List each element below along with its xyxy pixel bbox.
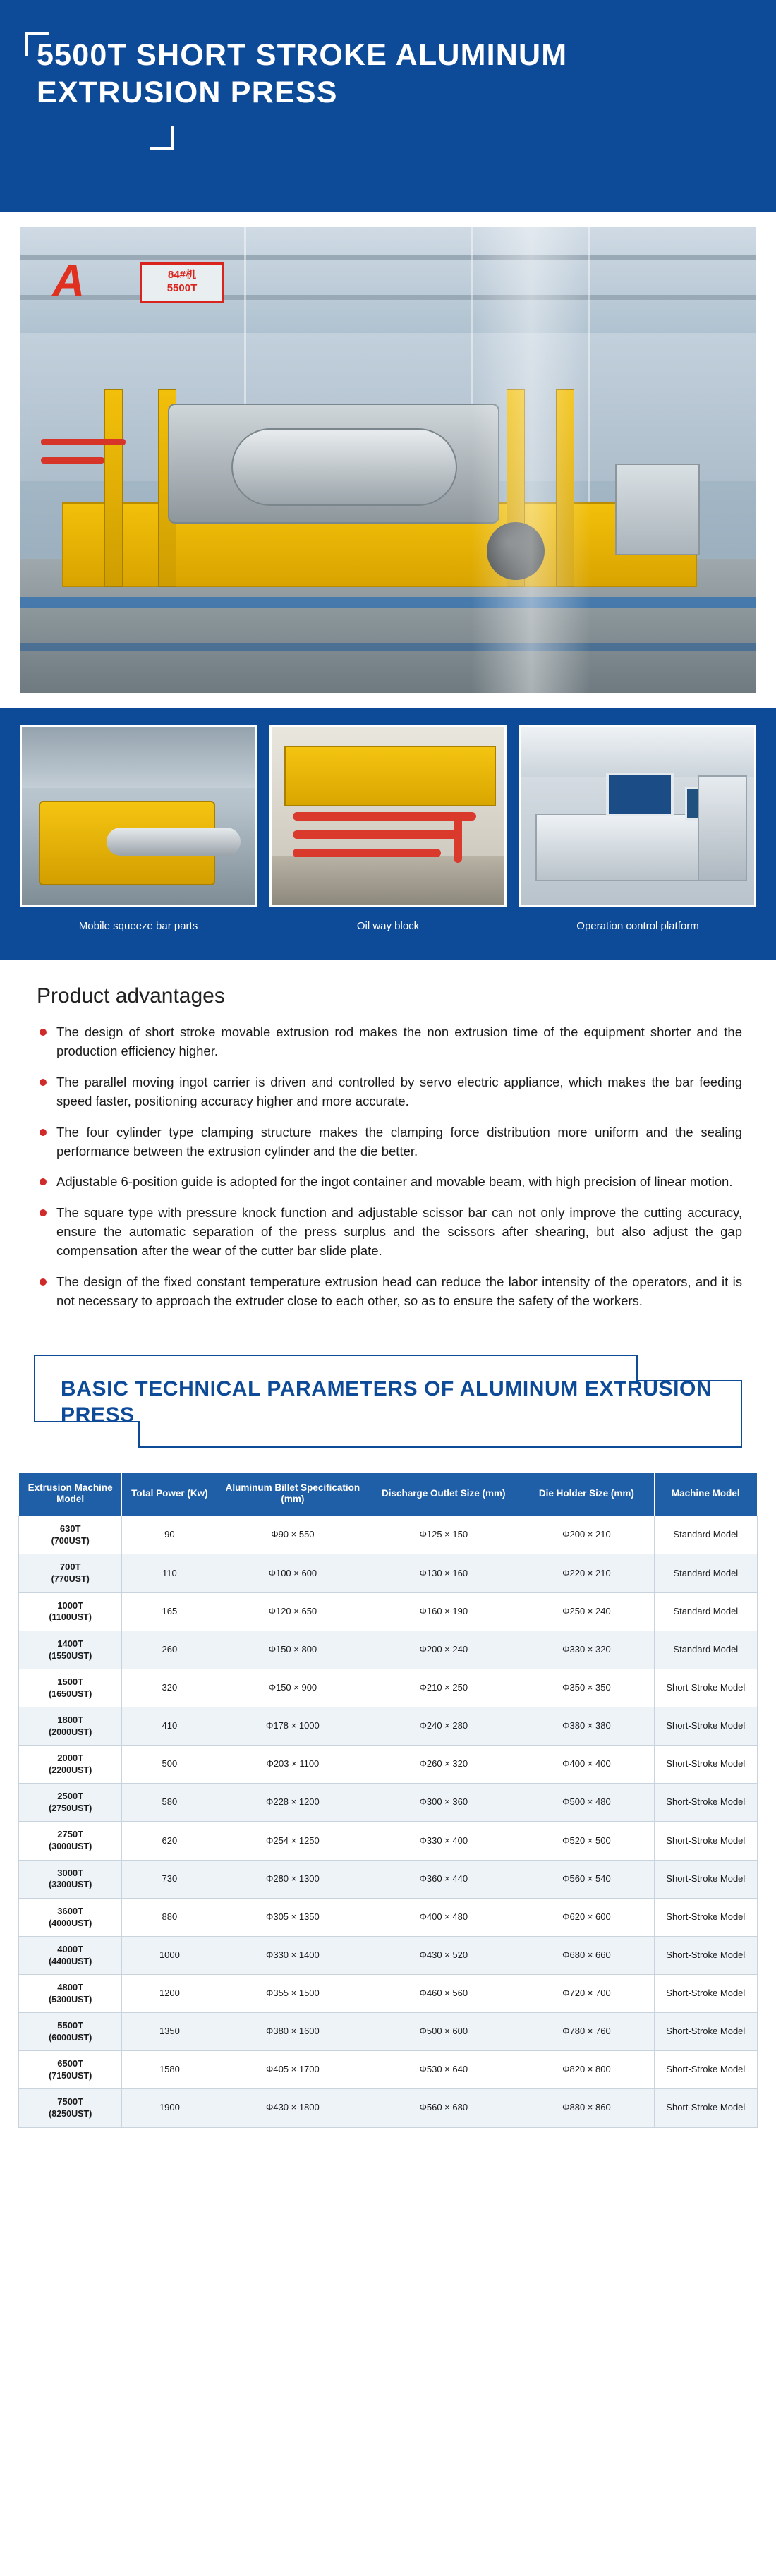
- cell-machine-type: Standard Model: [654, 1631, 757, 1669]
- cell-power: 880: [122, 1898, 217, 1936]
- cell-model-sub: (3300UST): [49, 1880, 92, 1890]
- cell-model-sub: (770UST): [51, 1574, 90, 1585]
- thumb-background: [22, 727, 255, 788]
- cell-holder: Φ250 × 240: [519, 1592, 654, 1631]
- thumbnail-item: [20, 725, 257, 932]
- table-header: [19, 1472, 758, 1516]
- cell-model-sub: (2750UST): [49, 1803, 92, 1814]
- cell-billet: Φ203 × 1100: [217, 1746, 368, 1784]
- cell-model: [19, 1860, 122, 1898]
- advantage-item: [34, 1072, 742, 1111]
- table-row: [19, 1898, 758, 1936]
- thumb-cabinet: [698, 775, 747, 881]
- company-logo: A: [52, 255, 81, 306]
- thumb-ceiling: [521, 727, 754, 777]
- photo-rail: [20, 643, 756, 651]
- thumb-floor: [272, 856, 504, 905]
- cell-outlet: Φ240 × 280: [368, 1707, 519, 1745]
- table-row: [19, 1860, 758, 1898]
- photo-light-sheen: [471, 227, 591, 693]
- parameters-header-box: [34, 1355, 742, 1448]
- cell-outlet: Φ460 × 560: [368, 1974, 519, 2012]
- cell-model-sub: (7150UST): [49, 2071, 92, 2081]
- cell-holder: Φ400 × 400: [519, 1746, 654, 1784]
- table-row: [19, 1707, 758, 1745]
- thumbnail-item: [269, 725, 507, 932]
- table-row: [19, 1592, 758, 1631]
- cell-model-main: 3000T: [57, 1867, 84, 1878]
- cell-model-main: 7500T: [57, 2096, 84, 2108]
- cell-outlet: Φ300 × 360: [368, 1784, 519, 1822]
- table-row: [19, 1936, 758, 1974]
- column-header-total-power: Total Power (Kw): [122, 1472, 217, 1516]
- cell-power: 730: [122, 1860, 217, 1898]
- cell-holder: Φ330 × 320: [519, 1631, 654, 1669]
- cell-holder: Φ820 × 800: [519, 2051, 654, 2089]
- cell-model-main: 630T: [59, 1523, 81, 1535]
- cell-model-main: 4000T: [57, 1943, 84, 1954]
- cell-holder: Φ880 × 860: [519, 2089, 654, 2127]
- cell-power: 1200: [122, 1974, 217, 2012]
- cell-model: [19, 1516, 122, 1554]
- advantages-list: [34, 1022, 742, 1311]
- cell-model-main: 2000T: [57, 1753, 84, 1764]
- cell-machine-type: Short-Stroke Model: [654, 2089, 757, 2127]
- cell-holder: Φ520 × 500: [519, 1822, 654, 1860]
- cell-holder: Φ380 × 380: [519, 1707, 654, 1745]
- cell-billet: Φ380 × 1600: [217, 2013, 368, 2051]
- cell-machine-type: Short-Stroke Model: [654, 1822, 757, 1860]
- cell-billet: Φ120 × 650: [217, 1592, 368, 1631]
- cell-power: 1000: [122, 1936, 217, 1974]
- photo-pipe: [41, 457, 104, 464]
- advantage-text: The design of short stroke movable extrusion rod makes the non extrusion time of the equipment shorter and the production efficiency higher.: [56, 1024, 742, 1059]
- cell-billet: Φ405 × 1700: [217, 2051, 368, 2089]
- advantage-item: [34, 1022, 742, 1061]
- cell-outlet: Φ530 × 640: [368, 2051, 519, 2089]
- cell-outlet: Φ130 × 160: [368, 1554, 519, 1592]
- cell-model-sub: (5300UST): [49, 1994, 92, 2004]
- cell-model-main: 2500T: [57, 1791, 84, 1802]
- table-row: [19, 1784, 758, 1822]
- cell-model: [19, 1707, 122, 1745]
- cell-model-main: 1500T: [57, 1676, 84, 1687]
- table-row: [19, 2013, 758, 2051]
- cell-machine-type: Short-Stroke Model: [654, 2051, 757, 2089]
- cell-holder: Φ350 × 350: [519, 1669, 654, 1707]
- cell-billet: Φ280 × 1300: [217, 1860, 368, 1898]
- cell-power: 580: [122, 1784, 217, 1822]
- cell-billet: Φ430 × 1800: [217, 2089, 368, 2127]
- cell-holder: Φ680 × 660: [519, 1936, 654, 1974]
- thumb-shaft: [107, 828, 241, 856]
- cell-holder: Φ500 × 480: [519, 1784, 654, 1822]
- hero-banner: [0, 0, 776, 212]
- advantage-item: [34, 1172, 742, 1191]
- table-row: [19, 1516, 758, 1554]
- column-header-discharge-outlet-size: Discharge Outlet Size (mm): [368, 1472, 519, 1516]
- table-header-row: [19, 1472, 758, 1516]
- cell-model: [19, 1822, 122, 1860]
- bullet-icon: [40, 1079, 47, 1086]
- cell-power: 260: [122, 1631, 217, 1669]
- cell-model: [19, 1974, 122, 2012]
- cell-model-sub: (6000UST): [49, 2032, 92, 2043]
- cell-outlet: Φ500 × 600: [368, 2013, 519, 2051]
- cell-model: [19, 1784, 122, 1822]
- advantage-item: [34, 1203, 742, 1261]
- cell-model-main: 2750T: [57, 1829, 84, 1840]
- cell-billet: Φ90 × 550: [217, 1516, 368, 1554]
- cell-model-main: 700T: [59, 1561, 81, 1573]
- cell-model: [19, 1631, 122, 1669]
- thumbnail-caption: Operation control platform: [576, 920, 699, 932]
- signboard-line-1: 84#机: [167, 269, 197, 281]
- cell-outlet: Φ560 × 680: [368, 2089, 519, 2127]
- cell-model: [19, 2013, 122, 2051]
- cell-holder: Φ720 × 700: [519, 1974, 654, 2012]
- cell-power: 90: [122, 1516, 217, 1554]
- cell-outlet: Φ260 × 320: [368, 1746, 519, 1784]
- thumbnail-caption: Oil way block: [356, 920, 420, 932]
- cell-holder: Φ560 × 540: [519, 1860, 654, 1898]
- cell-model-main: 5500T: [57, 2020, 84, 2031]
- bullet-icon: [40, 1278, 47, 1286]
- cell-machine-type: Short-Stroke Model: [654, 1784, 757, 1822]
- cell-power: 320: [122, 1669, 217, 1707]
- cell-holder: Φ200 × 210: [519, 1516, 654, 1554]
- cell-machine-type: Short-Stroke Model: [654, 1860, 757, 1898]
- cell-outlet: Φ400 × 480: [368, 1898, 519, 1936]
- cell-outlet: Φ360 × 440: [368, 1860, 519, 1898]
- cell-power: 500: [122, 1746, 217, 1784]
- page-title: 5500T SHORT STROKE ALUMINUM EXTRUSION PRESS: [37, 38, 568, 110]
- table-row: [19, 1554, 758, 1592]
- spec-table-container: [0, 1448, 776, 2156]
- advantage-text: The square type with pressure knock function and adjustable scissor bar can not only improve the cutting accuracy, ensure the automatic separation of the press surplus and the scissors after shearing, but also adjust the gap compensation after the wear of the cutter bar slide plate.: [56, 1204, 742, 1259]
- cell-model: [19, 1898, 122, 1936]
- thumb-yellow-panel: [284, 746, 496, 806]
- thumb-pipe: [293, 812, 476, 821]
- cell-billet: Φ150 × 800: [217, 1631, 368, 1669]
- cell-model-sub: (3000UST): [49, 1842, 92, 1852]
- cell-model: [19, 1936, 122, 1974]
- cell-model-sub: (1650UST): [49, 1688, 92, 1699]
- cell-model: [19, 1592, 122, 1631]
- thumbnail-image-mobile-squeeze-bar: [20, 725, 257, 907]
- cell-machine-type: Short-Stroke Model: [654, 1936, 757, 1974]
- technical-parameters-table: [18, 1472, 758, 2128]
- cell-power: 165: [122, 1592, 217, 1631]
- thumbnail-image-oil-way-block: [269, 725, 507, 907]
- cell-model-sub: (1100UST): [49, 1612, 92, 1623]
- cell-model-sub: (2200UST): [49, 1765, 92, 1775]
- cell-model: [19, 1554, 122, 1592]
- column-header-machine-model: Machine Model: [654, 1472, 757, 1516]
- cell-machine-type: Short-Stroke Model: [654, 1669, 757, 1707]
- cell-billet: Φ178 × 1000: [217, 1707, 368, 1745]
- table-row: [19, 1631, 758, 1669]
- cell-billet: Φ150 × 900: [217, 1669, 368, 1707]
- cell-billet: Φ330 × 1400: [217, 1936, 368, 1974]
- cell-model-main: 1800T: [57, 1714, 84, 1725]
- thumb-monitor: [606, 773, 674, 816]
- photo-rail: [20, 597, 756, 608]
- column-header-die-holder-size: Die Holder Size (mm): [519, 1472, 654, 1516]
- cell-model-sub: (4400UST): [49, 1956, 92, 1966]
- product-advantages-section: [0, 960, 776, 1350]
- cell-model: [19, 2089, 122, 2127]
- cell-machine-type: Short-Stroke Model: [654, 1707, 757, 1745]
- section-title-parameters: BASIC TECHNICAL PARAMETERS OF ALUMINUM EXTRUSION PRESS: [61, 1377, 713, 1427]
- bullet-icon: [40, 1029, 47, 1036]
- cell-model-sub: (1550UST): [49, 1650, 92, 1661]
- table-row: [19, 2051, 758, 2089]
- cell-billet: Φ355 × 1500: [217, 1974, 368, 2012]
- cell-machine-type: Short-Stroke Model: [654, 2013, 757, 2051]
- cell-model: [19, 2051, 122, 2089]
- thumbnail-item: [519, 725, 756, 932]
- thumb-pipe: [454, 812, 462, 863]
- cell-model-sub: (700UST): [51, 1536, 90, 1547]
- cell-billet: Φ305 × 1350: [217, 1898, 368, 1936]
- cell-outlet: Φ210 × 250: [368, 1669, 519, 1707]
- cell-power: 410: [122, 1707, 217, 1745]
- table-row: [19, 1822, 758, 1860]
- cell-outlet: Φ200 × 240: [368, 1631, 519, 1669]
- thumb-pipe: [293, 830, 462, 839]
- cell-machine-type: Short-Stroke Model: [654, 1898, 757, 1936]
- cell-machine-type: Short-Stroke Model: [654, 1974, 757, 2012]
- thumbnail-image-operation-control-platform: [519, 725, 756, 907]
- cell-model-sub: (8250UST): [49, 2109, 92, 2120]
- thumbnail-caption: Mobile squeeze bar parts: [78, 920, 198, 932]
- cell-model: [19, 1669, 122, 1707]
- cell-holder: Φ780 × 760: [519, 2013, 654, 2051]
- cell-machine-type: Standard Model: [654, 1516, 757, 1554]
- cell-power: 1900: [122, 2089, 217, 2127]
- advantage-text: The design of the fixed constant temperature extrusion head can reduce the labor intensity of the operators, and it is not necessary to approach the extruder close to each other, so as to ensure the safety of the workers.: [56, 1274, 742, 1309]
- cell-model-main: 3600T: [57, 1905, 84, 1916]
- cell-power: 110: [122, 1554, 217, 1592]
- main-photo-container: [0, 227, 776, 693]
- machine-signboard: [140, 262, 224, 303]
- advantage-text: Adjustable 6-position guide is adopted for the ingot container and movable beam, with high precision of linear motion.: [56, 1174, 733, 1190]
- cell-outlet: Φ160 × 190: [368, 1592, 519, 1631]
- column-header-extrusion-machine-model: Extrusion Machine Model: [19, 1472, 122, 1516]
- main-product-photo: [20, 227, 756, 693]
- table-body: [19, 1516, 758, 2127]
- cell-outlet: Φ330 × 400: [368, 1822, 519, 1860]
- photo-pipe: [41, 439, 126, 445]
- photo-control-cabinet: [615, 464, 700, 555]
- cell-outlet: Φ430 × 520: [368, 1936, 519, 1974]
- cell-model-sub: (2000UST): [49, 1727, 92, 1737]
- cell-holder: Φ220 × 210: [519, 1554, 654, 1592]
- table-row: [19, 2089, 758, 2127]
- cell-billet: Φ228 × 1200: [217, 1784, 368, 1822]
- cell-billet: Φ254 × 1250: [217, 1822, 368, 1860]
- column-header-aluminum-billet-specification: Aluminum Billet Specification (mm): [217, 1472, 368, 1516]
- cell-model-main: 1000T: [57, 1600, 84, 1611]
- thumb-pipe: [293, 849, 441, 857]
- advantage-text: The parallel moving ingot carrier is driven and controlled by servo electric appliance, which makes the bar feeding speed faster, positioning accuracy higher and more accurate.: [56, 1074, 742, 1109]
- advantage-item: [34, 1123, 742, 1161]
- bullet-icon: [40, 1178, 47, 1185]
- signboard-line-2: 5500T: [166, 282, 198, 294]
- cell-billet: Φ100 × 600: [217, 1554, 368, 1592]
- cell-model-main: 4800T: [57, 1981, 84, 1993]
- cell-power: 1350: [122, 2013, 217, 2051]
- cell-outlet: Φ125 × 150: [368, 1516, 519, 1554]
- cell-holder: Φ620 × 600: [519, 1898, 654, 1936]
- section-title-advantages: Product advantages: [37, 984, 225, 1008]
- photo-press-column: [104, 389, 123, 587]
- cell-model-main: 1400T: [57, 1638, 84, 1649]
- cell-machine-type: Short-Stroke Model: [654, 1746, 757, 1784]
- table-row: [19, 1669, 758, 1707]
- cell-machine-type: Standard Model: [654, 1554, 757, 1592]
- bullet-icon: [40, 1129, 47, 1136]
- cell-power: 1580: [122, 2051, 217, 2089]
- cell-machine-type: Standard Model: [654, 1592, 757, 1631]
- photo-press-cylinder: [231, 428, 457, 506]
- table-row: [19, 1974, 758, 2012]
- advantage-text: The four cylinder type clamping structure makes the clamping force distribution more uniform and the sealing performance between the extrusion cylinder and the die better.: [56, 1124, 742, 1159]
- cell-model: [19, 1746, 122, 1784]
- cell-model-main: 6500T: [57, 2058, 84, 2069]
- cell-power: 620: [122, 1822, 217, 1860]
- advantage-item: [34, 1272, 742, 1311]
- table-row: [19, 1746, 758, 1784]
- cell-model-sub: (4000UST): [49, 1918, 92, 1928]
- thumbnail-band: [0, 708, 776, 960]
- hero-bracket-bottom-right-icon: [150, 126, 174, 150]
- bullet-icon: [40, 1209, 47, 1216]
